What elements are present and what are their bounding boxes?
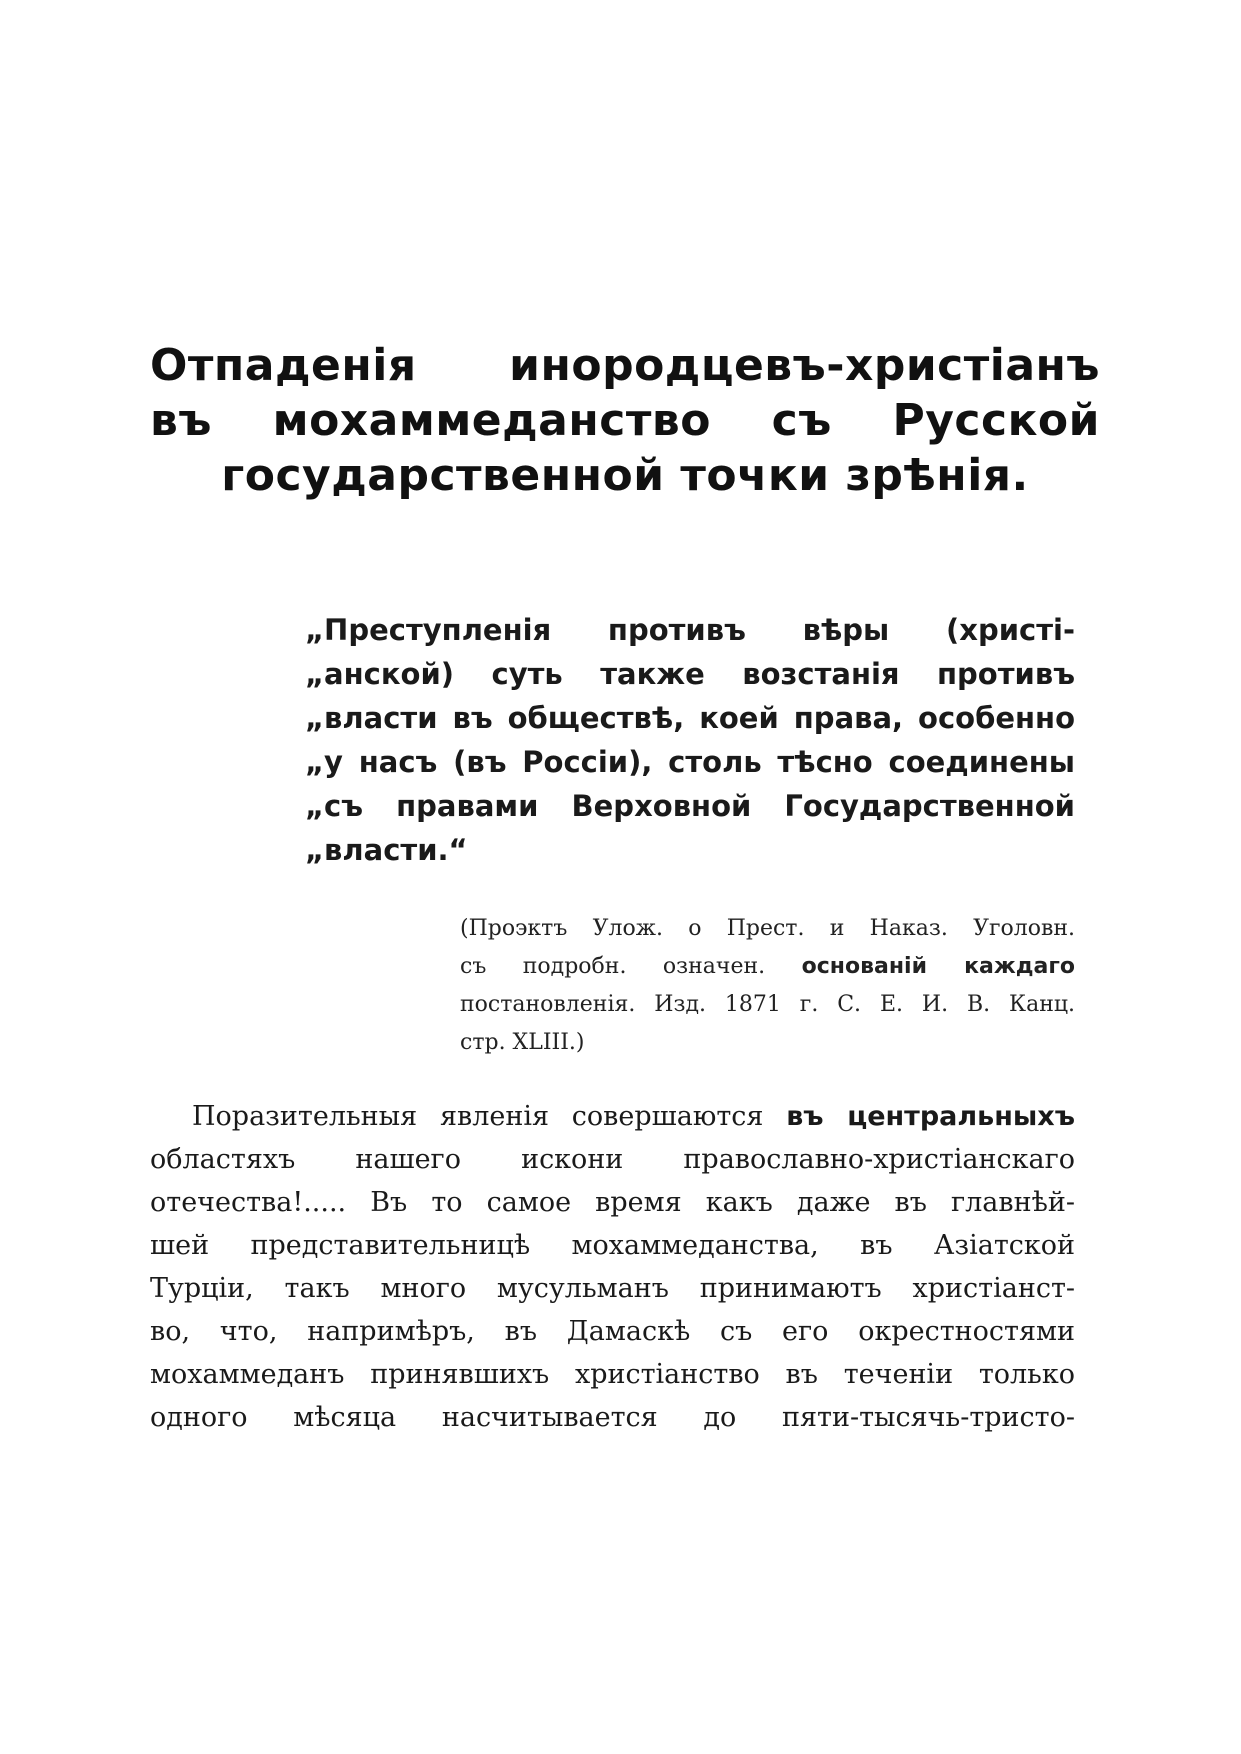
- body-line: шей представительницѣ мохаммеданства, въ Азіатской: [150, 1230, 1075, 1261]
- body-bold-text: въ центральныхъ: [786, 1101, 1075, 1132]
- body-line: отечества!..... Въ то самое время какъ даже въ главнѣй-: [150, 1187, 1075, 1218]
- title-line: въ мохаммеданство съ Русской: [150, 395, 1100, 446]
- epigraph-line: „власти.“: [305, 833, 468, 867]
- epigraph-quote: [305, 608, 1075, 872]
- epigraph-line: „анской) суть также возстанія противъ: [305, 657, 1075, 691]
- body-line: во, что, напримѣръ, въ Дамаскѣ съ его окрестностями: [150, 1316, 1075, 1347]
- body-line: областяхъ нашего искони православно-христіанскаго: [150, 1144, 1075, 1175]
- citation-text: съ подробн. означен.: [460, 954, 766, 979]
- citation-line: [460, 948, 1075, 986]
- title-line: государственной точки зрѣнія.: [221, 450, 1029, 501]
- body-line: одного мѣсяца насчитывается до пяти-тысячь-тристо-: [150, 1402, 1075, 1433]
- epigraph-line: „Преступленія противъ вѣры (христі-: [305, 613, 1075, 647]
- body-text: Поразительныя явленія совершаются: [192, 1101, 764, 1132]
- epigraph-line: „съ правами Верховной Государственной: [305, 789, 1075, 823]
- body-line: [150, 1095, 1075, 1138]
- citation-line: (Проэктъ Улож. о Прест. и Наказ. Уголовн.: [460, 916, 1075, 941]
- citation-line: стр. XLIII.): [460, 1030, 585, 1055]
- citation-bold-text: основаній каждаго: [801, 954, 1075, 979]
- body-line: мохаммеданъ принявшихъ христіанство въ теченіи только: [150, 1359, 1075, 1390]
- citation-line: постановленія. Изд. 1871 г. С. Е. И. В. Канц.: [460, 992, 1075, 1017]
- epigraph-source-citation: [460, 910, 1075, 1062]
- epigraph-line: „власти въ обществѣ, коей права, особенно: [305, 701, 1075, 735]
- epigraph-line: „у насъ (въ Россіи), столь тѣсно соединены: [305, 745, 1075, 779]
- page-title: [150, 338, 1100, 503]
- body-line: Турціи, такъ много мусульманъ принимаютъ христіанст-: [150, 1273, 1075, 1304]
- body-paragraph: [150, 1095, 1075, 1439]
- title-line: Отпаденія инородцевъ-христіанъ: [150, 340, 1100, 391]
